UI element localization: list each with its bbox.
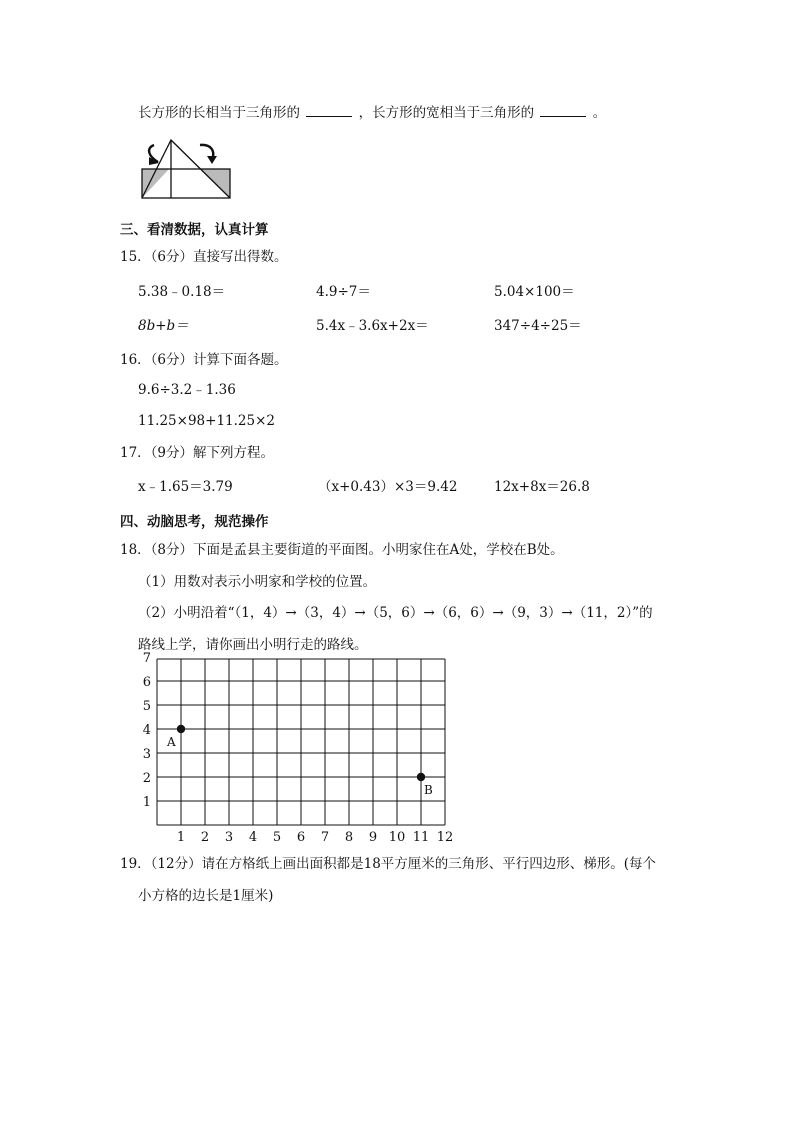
x-tick-label: 5: [272, 830, 282, 845]
x-tick-label: 9: [368, 830, 378, 845]
arrowhead-right-icon: [207, 156, 217, 164]
q16-item: 11.25×98+11.25×2: [138, 413, 275, 429]
street-grid-map: [130, 651, 460, 846]
x-axis-ticks: [177, 830, 453, 845]
point-a: [177, 725, 185, 733]
q14-fold-figure: [138, 136, 234, 202]
q17-item: x﹣1.65＝3.79: [138, 479, 233, 495]
q16-stem: 16．（6分）计算下面各题。: [120, 352, 288, 368]
q15-item: 5.04×100＝: [494, 284, 575, 300]
q15-item: 5.4x﹣3.6x+2x＝: [316, 318, 429, 334]
q14-blank-2[interactable]: [540, 104, 586, 117]
q17-item: （x+0.43）×3＝9.42: [318, 479, 458, 495]
q18-part1: （1）用数对表示小明家和学校的位置。: [138, 574, 377, 590]
q18-part2-line2: 路线上学，请你画出小明行走的路线。: [138, 637, 368, 653]
point-label: A: [167, 735, 176, 749]
q18-stem: 18．（8分）下面是孟县主要街道的平面图。小明家住在A处，学校在B处。: [120, 542, 564, 558]
y-tick-label: 4: [142, 723, 151, 738]
point-b: [417, 773, 425, 781]
q15-item: 4.9÷7＝: [316, 284, 371, 300]
q15-item: 5.38﹣0.18＝: [138, 284, 226, 300]
q19-line2: 小方格的边长是1厘米): [138, 888, 274, 904]
y-tick-label: 3: [142, 747, 151, 762]
q14-text-c: 。: [592, 105, 607, 121]
grid-points: [166, 725, 433, 797]
section4-title: 四、动脑思考，规范操作: [120, 514, 269, 530]
x-tick-label: 3: [224, 830, 234, 845]
q15-item: 8b+b＝: [138, 318, 189, 334]
x-tick-label: 2: [200, 830, 210, 845]
q14-sentence: [138, 104, 606, 122]
q18-part2-line1: （2）小明沿着“（1，4）→（3，4）→（5，6）→（6，6）→（9，3）→（11，2）”的: [138, 605, 653, 621]
q17-item: 12x+8x＝26.8: [494, 479, 590, 495]
y-tick-label: 1: [142, 795, 151, 810]
x-tick-label: 11: [412, 830, 430, 845]
q15-item: 347÷4÷25＝: [494, 318, 582, 334]
q14-blank-1[interactable]: [306, 104, 352, 117]
x-tick-label: 12: [436, 830, 454, 845]
y-tick-label: 6: [142, 675, 151, 690]
y-axis-ticks: [143, 651, 151, 810]
y-tick-label: 7: [142, 651, 151, 666]
q16-item: 9.6÷3.2﹣1.36: [138, 382, 236, 398]
grid-lines: [157, 659, 445, 825]
q15-stem: 15．（6分）直接写出得数。: [120, 249, 288, 265]
shaded-left-triangle: [142, 169, 169, 198]
y-tick-label: 5: [142, 699, 151, 714]
x-tick-label: 1: [176, 830, 186, 845]
x-tick-label: 6: [296, 830, 306, 845]
x-tick-label: 4: [248, 830, 258, 845]
y-tick-label: 2: [142, 771, 151, 786]
x-tick-label: 10: [388, 830, 406, 845]
section3-title: 三、看清数据，认真计算: [120, 222, 269, 238]
q17-stem: 17．（9分）解下列方程。: [120, 445, 275, 461]
point-label: B: [424, 783, 433, 797]
q19-line1: 19．（12分）请在方格纸上画出面积都是18平方厘米的三角形、平行四边形、梯形。(每个: [120, 856, 657, 872]
x-tick-label: 7: [320, 830, 330, 845]
q14-text-b: ，长方形的宽相当于三角形的: [358, 105, 535, 121]
q14-text-a: 长方形的长相当于三角形的: [138, 105, 300, 121]
x-tick-label: 8: [344, 830, 354, 845]
